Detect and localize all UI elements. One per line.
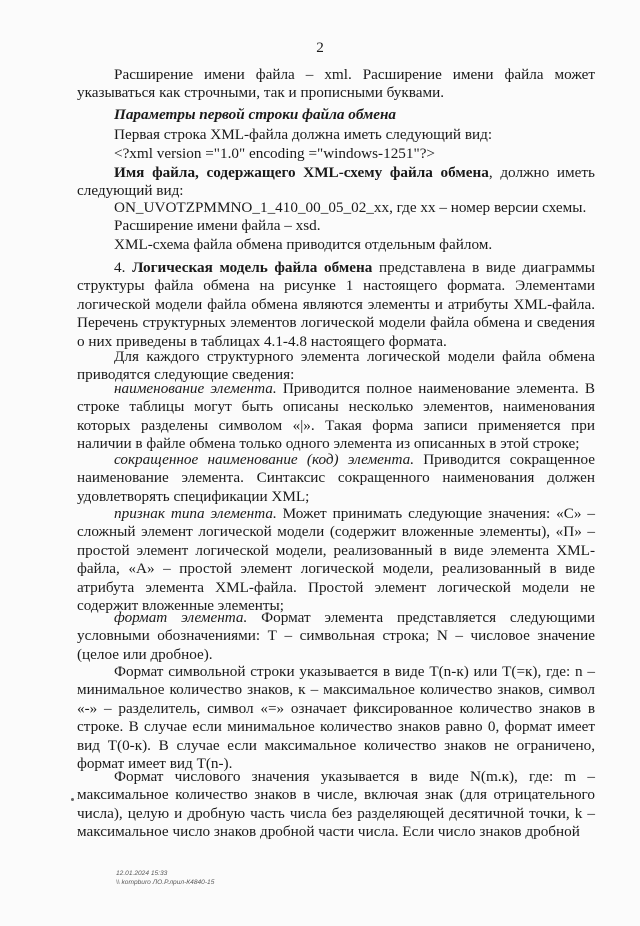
footer-date: 12.01.2024 15:33 xyxy=(116,870,168,877)
paragraph-logical-model xyxy=(77,259,595,351)
heading-first-line-params: Параметры первой строки файла обмена xyxy=(114,106,397,123)
footer-path: \\ kompburo ЛО.Р.лрил-К4840-15 xyxy=(116,879,215,886)
scan-dot xyxy=(71,798,74,801)
item-short-name xyxy=(77,451,595,506)
paragraph-info-intro: Для каждого структурного элемента логической модели файла обмена приводятся следующие сведения: xyxy=(77,348,595,384)
item-element-format xyxy=(77,609,595,664)
element-type-term: признак типа элемента. xyxy=(114,505,277,522)
paragraph-schema-name xyxy=(77,164,595,201)
element-name-text: Приводится полное наименование элемента. В строке таблицы могут быть описаны несколько элементов, наименования которых разделены символом «|». Такая форма записи применяется при наличии в файле обмена только одного элемента из описанных в этой строке; xyxy=(77,380,595,453)
item-element-name xyxy=(77,380,595,454)
paragraph-file-extension: Расширение имени файла – xml. Расширение имени файла может указываться как строчными, так и прописными буквами. xyxy=(77,66,595,102)
xml-declaration: <?xml version ="1.0" encoding ="windows-1251"?> xyxy=(114,145,435,162)
short-name-term: сокращенное наименование (код) элемента. xyxy=(114,451,414,468)
schema-name-bold: Имя файла, содержащего XML-схему файла обмена xyxy=(114,164,489,181)
paragraph-number-format: Формат числового значения указывается в виде N(m.к), где: m – максимальное количество знаков в числе, включая знак (для отрицательного числа), целую и дробную часть числа без разделяющей десятичной точки, k – максимальное число знаков дробной части числа. Если число знаков дробной xyxy=(77,768,595,841)
section-number: 4. xyxy=(114,259,133,276)
logical-model-bold: Логическая модель файла обмена xyxy=(132,259,373,276)
logical-model-rest: представлена в виде диаграммы структуры файла обмена на рисунке 1 настоящего формата. Элементами логической модели файла обмена являются элементы и атрибуты XML-файла. Перечень структурных элементов логической модели файла обмена и сведения о них приведены в таблицах 4.1-4.8 настоящего формата. xyxy=(77,259,595,350)
schema-separate-file: XML-схема файла обмена приводится отдельным файлом. xyxy=(114,236,493,253)
schema-file-name: ON_UVOTZPMMNO_1_410_00_05_02_xx, где хх – номер версии схемы. xyxy=(114,199,587,216)
element-name-term: наименование элемента. xyxy=(114,380,277,397)
element-format-text: Формат элемента представляется следующими условными обозначениями: Т – символьная строка; N – числовое значение (целое или дробное). xyxy=(77,609,596,663)
first-line-instruction: Первая строка XML-файла должна иметь следующий вид: xyxy=(114,126,493,143)
short-name-text: Приводится сокращенное наименование элемента. Синтаксис сокращенного наименования должен удовлетворять спецификации XML; xyxy=(77,451,595,505)
schema-file-extension: Расширение имени файла – xsd. xyxy=(114,217,321,234)
element-format-term: формат элемента. xyxy=(114,609,248,626)
element-type-text: Может принимать следующие значения: «С» – сложный элемент логической модели (содержит вложенные элементы), «П» – простой элемент логической модели, реализованный в виде элемента XML-файла, «А» – простой элемент логической модели, реализованный в виде атрибута элемента XML-файла. Простой элемент логической модели не содержит вложенные элементы; xyxy=(77,505,595,615)
schema-name-rest: , должно иметь следующий вид: xyxy=(77,164,595,200)
paragraph-string-format: Формат символьной строки указывается в виде Т(n-к) или Т(=к), где: n – минимальное количество знаков, к – максимальное количество знаков, символ «-» – разделитель, символ «=» означает фиксированное количество знаков в строке. В случае если минимальное количество знаков равно 0, формат имеет вид Т(0-к). В случае если максимальное количество знаков не ограничено, формат имеет вид Т(n-). xyxy=(77,663,595,773)
page-number: 2 xyxy=(316,39,324,56)
item-element-type xyxy=(77,505,595,615)
